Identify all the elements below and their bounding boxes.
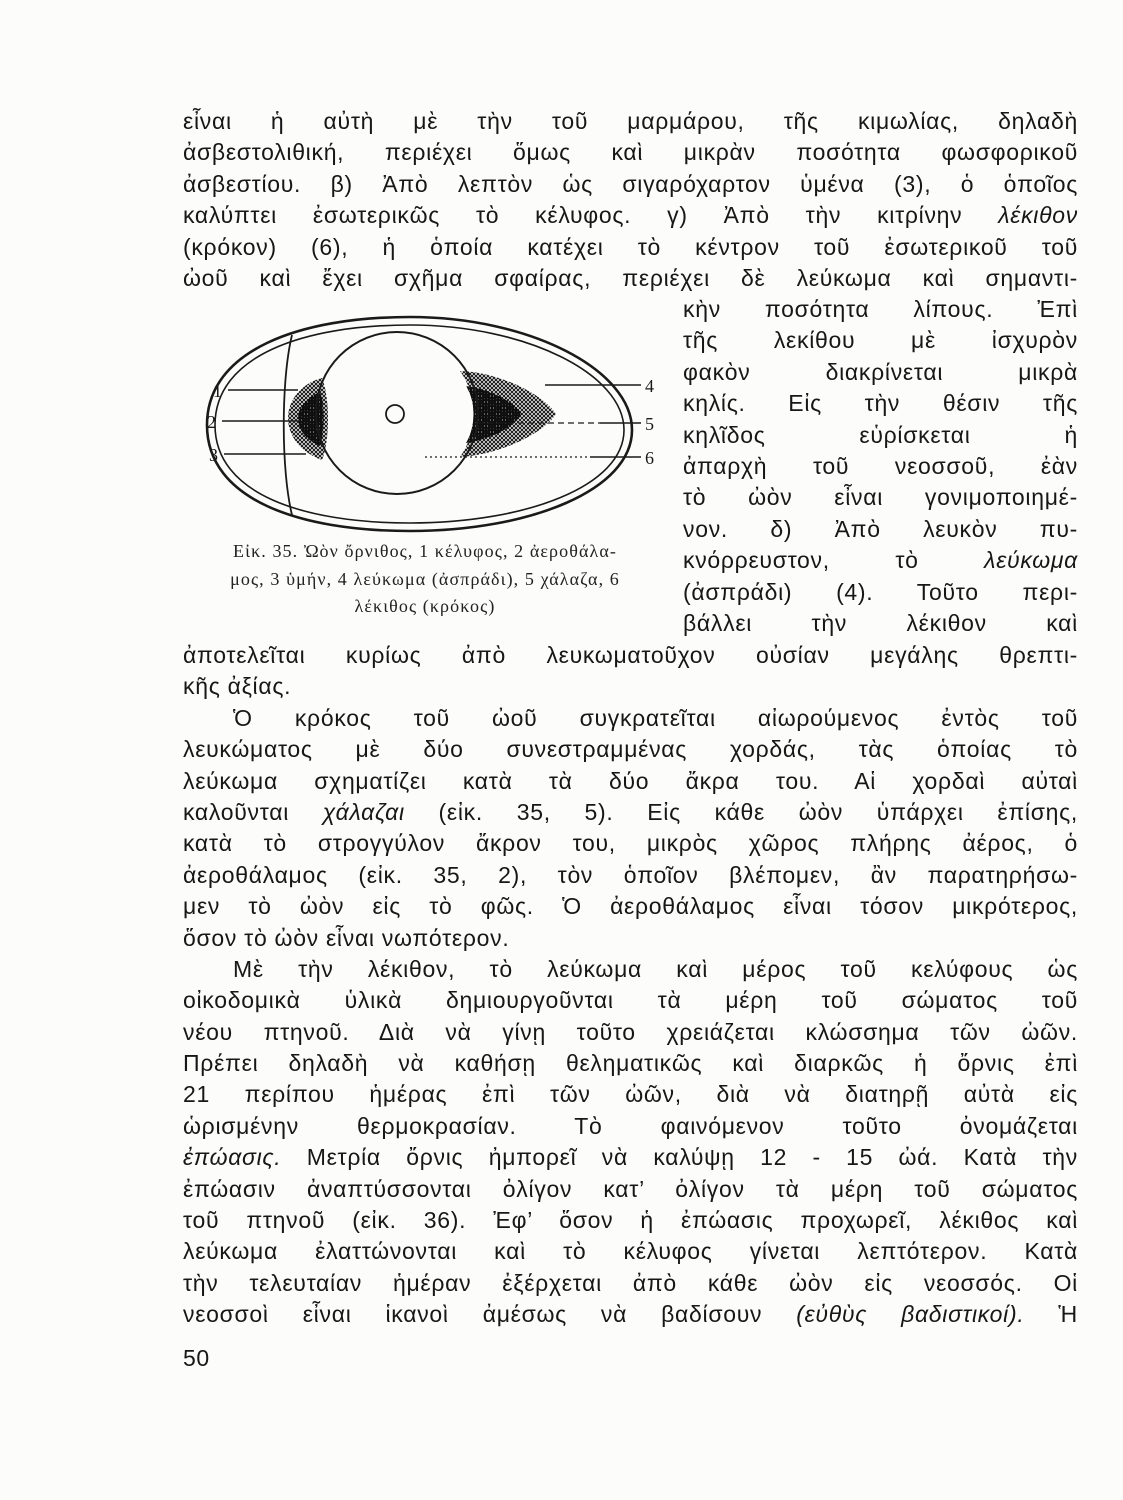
text-segment: νεοσσοὶ εἶναι ἱκανοὶ ἀμέσως νὰ βαδίσουν	[183, 1301, 797, 1328]
text-segment: νέου πτηνοῦ. Διὰ νὰ γίνῃ τοῦτο χρειάζεται κλώσσημα τῶν ὠῶν.	[183, 1018, 1078, 1045]
text-line	[683, 514, 1078, 545]
figure-label-3: 3	[209, 445, 218, 465]
text-segment: τὸ ὠὸν εἶναι γονιμοποιημέ-	[683, 484, 1078, 511]
shell-membrane	[215, 325, 624, 523]
text-line	[183, 734, 1078, 765]
text-segment: Μὲ τὴν λέκιθον, τὸ λεύκωμα καὶ μέρος τοῦ κελύφους ὡς	[233, 955, 1078, 982]
text-line	[183, 1174, 1078, 1205]
text-line	[683, 577, 1078, 608]
text-line	[183, 1048, 1078, 1079]
text-line	[683, 388, 1078, 419]
text-line	[183, 923, 1078, 954]
figure-label-5: 5	[645, 414, 654, 434]
text-line	[183, 985, 1078, 1016]
text-segment: κνόρρευστον, τὸ	[683, 547, 985, 574]
text-line	[183, 703, 1078, 734]
italic-term: λέκιθον	[998, 202, 1078, 229]
text-segment: ἀσβεστίου. β) Ἀπὸ λεπτὸν ὡς σιγαρόχαρτον ὑμένα (3), ὁ ὁποῖος	[183, 170, 1078, 197]
text-line	[683, 608, 1078, 639]
text-line	[683, 420, 1078, 451]
text-line	[183, 797, 1078, 828]
text-segment: οἰκοδομικὰ ὑλικὰ δημιουργοῦνται τὰ μέρη τοῦ σώματος τοῦ	[183, 987, 1078, 1014]
text-line	[683, 294, 1078, 325]
text-segment: καλοῦνται	[183, 798, 323, 825]
text-block-side	[683, 294, 1078, 639]
text-segment: Μετρία ὄρνις ἠμπορεῖ νὰ καλύψῃ 12 - 15 ὠά. Κατὰ τὴν	[281, 1144, 1078, 1171]
page-number: 50	[183, 1345, 210, 1371]
text-segment: εἶναι ἡ αὐτὴ μὲ τὴν τοῦ μαρμάρου, τῆς κιμωλίας, δηλαδὴ	[183, 108, 1078, 134]
italic-term: ἐπώασις.	[183, 1144, 282, 1171]
text-block-bottom	[183, 640, 1078, 1331]
text-segment: (εἰκ. 35, 5). Εἰς κάθε ὠὸν ὑπάρχει ἐπίσης,	[404, 798, 1078, 825]
text-segment: βάλλει τὴν λέκιθον καὶ	[683, 609, 1078, 636]
text-line	[183, 232, 1078, 263]
text-segment: κηλῖδος εὑρίσκεται ἡ	[683, 421, 1078, 448]
text-line	[183, 1017, 1078, 1048]
text-line	[183, 1299, 1078, 1330]
figure-label-6: 6	[645, 448, 654, 468]
figure-label-1: 1	[213, 381, 222, 401]
text-line	[683, 545, 1078, 576]
text-segment: μεν τὸ ὠὸν εἰς τὸ φῶς. Ὁ ἀεροθάλαμος εἶναι τόσον μικρότερος,	[183, 893, 1078, 920]
text-segment: τοῦ πτηνοῦ (εἰκ. 36). Ἐφ’ ὅσον ἡ ἐπώασις προχωρεῖ, λέκιθος καὶ	[183, 1207, 1078, 1234]
text-line	[183, 640, 1078, 671]
text-segment: λεύκωμα ἐλαττώνονται καὶ τὸ κέλυφος γίνεται λεπτότερον. Κατὰ	[183, 1238, 1078, 1265]
text-segment: ἀποτελεῖται κυρίως ἀπὸ λευκωματοῦχον οὐσίαν μεγάλης θρεπτι-	[183, 642, 1078, 668]
text-segment: νον. δ) Ἀπὸ λευκὸν πυ-	[683, 515, 1078, 542]
text-line	[683, 357, 1078, 388]
text-line	[183, 828, 1078, 859]
text-segment: ἀσβεστολιθική, περιέχει ὅμως καὶ μικρὰν ποσότητα φωσφορικοῦ	[183, 139, 1078, 166]
text-segment: καλύπτει ἐσωτερικῶς τὸ κέλυφος. γ) Ἀπὸ τὴν κιτρίνην	[183, 202, 999, 229]
text-line	[183, 1268, 1078, 1299]
figure-label-2: 2	[207, 412, 216, 432]
figure-caption	[180, 538, 670, 621]
figure-caption-line: μος, 3 ὑμήν, 4 λεύκωμα (ἀσπράδι), 5 χάλαζα, 6	[230, 568, 620, 589]
text-segment: Ἡ	[1024, 1301, 1078, 1328]
text-line	[183, 860, 1078, 891]
text-segment: λεύκωμα σχηματίζει κατὰ τὰ δύο ἄκρα του. Αἱ χορδαὶ αὐταὶ	[183, 767, 1078, 794]
figure-caption-line: λέκιθος (κρόκος)	[354, 596, 496, 616]
text-segment: Πρέπει δηλαδὴ νὰ καθήσῃ θεληματικῶς καὶ διαρκῶς ἡ ὄρνις ἐπὶ	[183, 1050, 1078, 1077]
text-segment: λευκώματος μὲ δύο συνεστραμμένας χορδάς, τὰς ὁποίας τὸ	[183, 736, 1078, 763]
figure-label-4: 4	[645, 376, 654, 396]
text-line	[183, 891, 1078, 922]
italic-term: (εὐθὺς βαδιστικοί).	[796, 1301, 1025, 1328]
text-line	[183, 766, 1078, 797]
text-block-top	[183, 106, 1078, 294]
text-line	[183, 106, 1078, 137]
italic-term: λεύκωμα	[984, 547, 1078, 574]
text-line	[183, 671, 1078, 702]
text-line	[683, 325, 1078, 356]
text-line	[183, 137, 1078, 168]
text-segment: τῆς λεκίθου μὲ ἰσχυρὸν	[683, 327, 1078, 354]
text-segment: ἀπαρχὴ τοῦ νεοσσοῦ, ἐὰν	[683, 452, 1078, 479]
text-segment: ἀεροθάλαμος (εἰκ. 35, 2), τὸν ὁποῖον βλέπομεν, ἂν παρατηρήσω-	[183, 861, 1078, 888]
text-line	[683, 482, 1078, 513]
germinal-disc	[386, 405, 404, 423]
text-segment: ὠοῦ καὶ ἔχει σχῆμα σφαίρας, περιέχει δὲ λεύκωμα καὶ σημαντι-	[183, 264, 1078, 291]
text-line	[183, 1142, 1078, 1173]
text-line	[183, 1079, 1078, 1110]
text-segment: ὡρισμένην θερμοκρασίαν. Τὸ φαινόμενον τοῦτο ὀνομάζεται	[183, 1112, 1078, 1139]
text-line	[183, 169, 1078, 200]
italic-term: χάλαζαι	[322, 798, 405, 825]
text-segment: (ἀσπράδι) (4). Τοῦτο περι-	[683, 578, 1078, 605]
figure-caption-line: Εἰκ. 35. Ὠὸν ὄρνιθος, 1 κέλυφος, 2 ἀεροθάλα-	[233, 541, 617, 561]
text-segment: ὅσον τὸ ὠὸν εἶναι νωπότερον.	[183, 924, 510, 951]
text-line	[183, 1236, 1078, 1267]
text-segment: 21 περίπου ἡμέρας ἐπὶ τῶν ὠῶν, διὰ νὰ διατηρῇ αὐτὰ εἰς	[183, 1081, 1078, 1108]
text-segment: Ὁ κρόκος τοῦ ὠοῦ συγκρατεῖται αἰωρούμενος ἐντὸς τοῦ	[233, 704, 1078, 731]
figure-egg-diagram	[180, 300, 680, 538]
text-segment: κὴν ποσότητα λίπους. Ἐπὶ	[683, 296, 1078, 322]
text-line	[683, 451, 1078, 482]
text-segment: τὴν τελευταίαν ἡμέραν ἐξέρχεται ἀπὸ κάθε ὠὸν εἰς νεοσσός. Οἱ	[183, 1269, 1078, 1296]
text-line	[183, 1111, 1078, 1142]
text-segment: κῆς ἀξίας.	[183, 673, 292, 700]
text-segment: κατὰ τὸ στρογγύλον ἄκρον του, μικρὸς χῶρος πλήρης ἀέρος, ὁ	[183, 830, 1078, 857]
text-line	[183, 263, 1078, 294]
text-line	[183, 1205, 1078, 1236]
text-segment: φακὸν διακρίνεται μικρὰ	[683, 358, 1078, 385]
text-segment: (κρόκον) (6), ἡ ὁποία κατέχει τὸ κέντρον τοῦ ἐσωτερικοῦ τοῦ	[183, 233, 1078, 260]
text-line	[183, 200, 1078, 231]
text-segment: ἐπώασιν ἀναπτύσσονται ὀλίγον κατ’ ὀλίγον τὰ μέρη τοῦ σώματος	[183, 1175, 1078, 1202]
text-line	[183, 954, 1078, 985]
text-segment: κηλίς. Εἰς τὴν θέσιν τῆς	[683, 390, 1078, 417]
